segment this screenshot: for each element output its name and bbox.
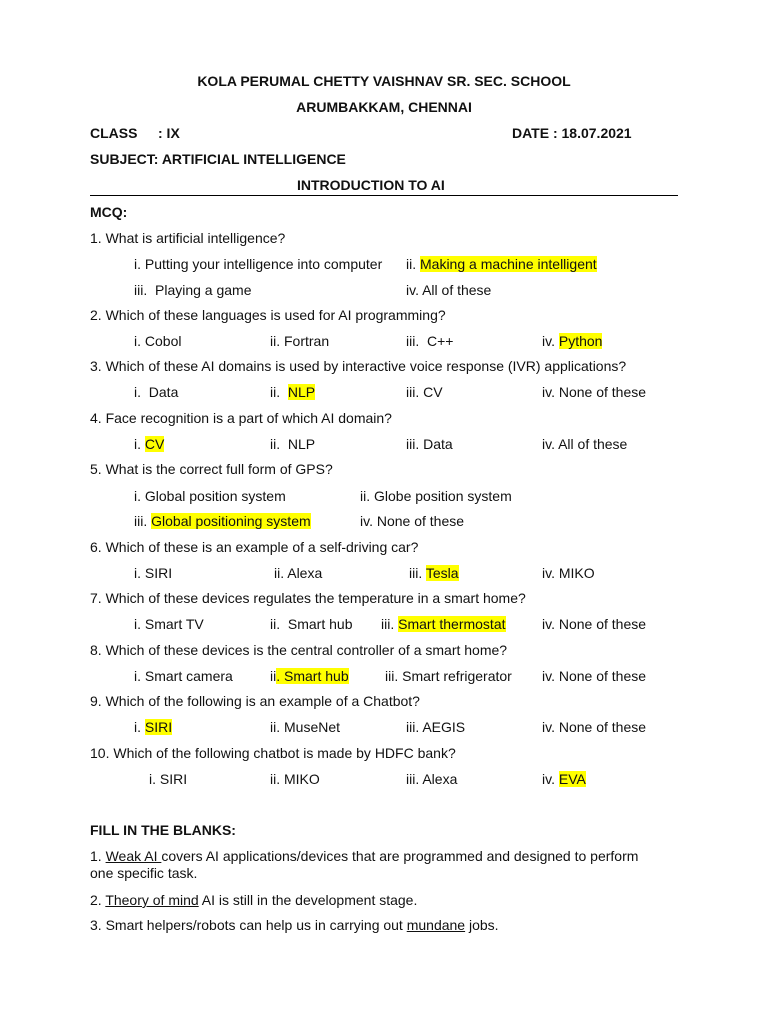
question-7-option: [381, 616, 506, 633]
question-10: 10. Which of the following chatbot is made by HDFC bank?: [90, 745, 456, 761]
question-1: 1. What is artificial intelligence?: [90, 230, 286, 246]
option-prefix: ii: [270, 668, 277, 684]
option-prefix: iv.: [542, 436, 559, 452]
question-2-option: [406, 333, 453, 350]
option-text: All of these: [422, 282, 492, 298]
question-6-option: [409, 565, 459, 582]
question-5-option: [360, 513, 464, 530]
option-prefix: i.: [134, 256, 145, 272]
option-text: None of these: [558, 384, 647, 400]
question-10-option: [270, 771, 320, 788]
question-1-option: [134, 256, 382, 273]
question-7-option: [134, 616, 204, 633]
question-10-option: [149, 771, 187, 788]
option-text: Playing a game: [155, 282, 252, 298]
question-6: 6. Which of these is an example of a self-driving car?: [90, 539, 419, 555]
option-prefix: ii.: [270, 333, 284, 349]
subject-line: SUBJECT: ARTIFICIAL INTELLIGENCE: [90, 151, 346, 167]
option-prefix: iii.: [409, 565, 426, 581]
question-2-option: [270, 333, 329, 350]
option-answer-highlighted: Global positioning system: [151, 513, 311, 529]
option-prefix: i.: [134, 384, 149, 400]
question-5-option: [360, 488, 512, 505]
question-7-option: [542, 616, 646, 633]
option-text: Fortran: [284, 333, 330, 349]
option-prefix: ii.: [274, 565, 288, 581]
option-text: NLP: [287, 436, 316, 452]
option-text: Alexa: [422, 771, 458, 787]
option-answer-highlighted: CV: [144, 436, 165, 452]
question-2-option: [542, 333, 602, 350]
date-value: 18.07.2021: [561, 125, 632, 141]
option-prefix: iii.: [381, 616, 399, 632]
option-prefix: ii.: [360, 488, 374, 504]
option-answer-highlighted: Making a machine intelligent: [420, 256, 597, 272]
fill-blank-text: 3. Smart helpers/robots can help us in carrying out: [90, 917, 407, 933]
fill-blank-text: jobs.: [465, 917, 499, 933]
option-prefix: iii.: [406, 719, 423, 735]
option-answer-highlighted: Smart thermostat: [398, 616, 506, 632]
option-text: None of these: [558, 616, 647, 632]
question-8: 8. Which of these devices is the central controller of a smart home?: [90, 642, 508, 658]
fill-blanks-heading: FILL IN THE BLANKS:: [90, 822, 236, 838]
option-prefix: iii.: [406, 771, 423, 787]
option-prefix: iv.: [542, 384, 559, 400]
option-text: Smart hub: [287, 616, 353, 632]
option-prefix: iv.: [542, 668, 559, 684]
question-9-option: [270, 719, 340, 736]
option-text: C++: [427, 333, 454, 349]
option-prefix: ii.: [270, 771, 284, 787]
question-8-option: [270, 668, 349, 685]
question-10-option: [542, 771, 586, 788]
fill-blank-answer: Weak AI: [105, 848, 162, 864]
option-prefix: iii.: [385, 668, 403, 684]
question-5-option: [134, 488, 286, 505]
fill-blank-item-1: [90, 848, 638, 865]
option-text: All of these: [558, 436, 628, 452]
option-text: Putting your intelligence into computer: [144, 256, 383, 272]
question-4: 4. Face recognition is a part of which AI domain?: [90, 410, 392, 426]
fill-blank-answer: Theory of mind: [105, 892, 199, 908]
fill-blank-item-3: [90, 917, 499, 934]
school-name: KOLA PERUMAL CHETTY VAISHNAV SR. SEC. SCHOOL: [197, 73, 571, 89]
title-divider: [90, 195, 678, 196]
option-prefix: i.: [134, 565, 145, 581]
fill-blank-item-1-cont: one specific task.: [90, 865, 198, 881]
option-prefix: i.: [149, 771, 160, 787]
fill-blank-text: covers AI applications/devices that are programmed and designed to perform: [161, 848, 639, 864]
option-text: Global position system: [144, 488, 286, 504]
option-answer-highlighted: Python: [558, 333, 603, 349]
option-text: SIRI: [144, 565, 173, 581]
fill-blank-item-2: [90, 892, 417, 909]
option-prefix: ii.: [270, 436, 288, 452]
option-text: MIKO: [558, 565, 595, 581]
option-prefix: ii.: [270, 719, 284, 735]
question-1-option: [406, 282, 491, 299]
question-1-option: [134, 282, 252, 299]
question-4-option: [134, 436, 164, 453]
date-row: [512, 125, 632, 142]
option-prefix: iii.: [406, 333, 427, 349]
option-text: Data: [423, 436, 453, 452]
option-prefix: iv.: [406, 282, 423, 298]
question-9: 9. Which of the following is an example of a Chatbot?: [90, 693, 420, 709]
option-prefix: ii.: [406, 256, 420, 272]
option-text: Smart TV: [144, 616, 204, 632]
question-3: 3. Which of these AI domains is used by interactive voice response (IVR) applications?: [90, 358, 627, 374]
option-text: None of these: [558, 719, 647, 735]
option-text: SIRI: [159, 771, 188, 787]
page-title: INTRODUCTION TO AI: [297, 177, 445, 193]
option-prefix: i.: [134, 436, 145, 452]
question-1-option: [406, 256, 597, 273]
option-answer-highlighted: Tesla: [425, 565, 459, 581]
option-answer-highlighted: SIRI: [144, 719, 173, 735]
option-prefix: iv.: [542, 565, 559, 581]
mcq-heading: MCQ:: [90, 204, 128, 220]
option-prefix: i.: [134, 719, 145, 735]
question-3-option: [270, 384, 315, 401]
question-7-option: [270, 616, 352, 633]
date-label: DATE :: [512, 125, 558, 141]
option-prefix: iii.: [134, 282, 155, 298]
option-prefix: i.: [134, 616, 145, 632]
question-10-option: [406, 771, 457, 788]
fill-blank-text: AI is still in the development stage.: [198, 892, 418, 908]
school-location: ARUMBAKKAM, CHENNAI: [296, 99, 472, 115]
class-value: : IX: [158, 125, 180, 141]
option-prefix: iv.: [542, 719, 559, 735]
question-3-option: [406, 384, 443, 401]
class-label: CLASS: [90, 125, 138, 141]
option-prefix: ii.: [270, 616, 288, 632]
option-prefix: iv.: [360, 513, 377, 529]
question-8-option: [134, 668, 233, 685]
option-text: Data: [148, 384, 179, 400]
option-text: MIKO: [284, 771, 320, 787]
option-prefix: iii.: [406, 436, 424, 452]
question-9-option: [134, 719, 172, 736]
option-prefix: iv.: [542, 771, 559, 787]
question-4-option: [270, 436, 315, 453]
option-prefix: i.: [134, 333, 145, 349]
fill-blank-number: 1.: [90, 848, 106, 864]
fill-blank-answer: mundane: [406, 917, 466, 933]
question-4-option: [406, 436, 453, 453]
option-prefix: iv.: [542, 616, 559, 632]
question-6-option: [134, 565, 172, 582]
option-text: Smart refrigerator: [402, 668, 512, 684]
option-answer-highlighted: . Smart hub: [276, 668, 349, 684]
option-text: None of these: [376, 513, 465, 529]
option-text: CV: [423, 384, 443, 400]
question-2: 2. Which of these languages is used for AI programming?: [90, 307, 446, 323]
question-7: 7. Which of these devices regulates the temperature in a smart home?: [90, 590, 526, 606]
question-3-option: [542, 384, 646, 401]
option-prefix: iv.: [542, 333, 559, 349]
option-answer-highlighted: EVA: [558, 771, 586, 787]
option-prefix: ii.: [270, 384, 288, 400]
question-4-option: [542, 436, 627, 453]
question-8-option: [542, 668, 646, 685]
question-5-option: [134, 513, 311, 530]
option-answer-highlighted: NLP: [287, 384, 316, 400]
option-text: Cobol: [144, 333, 182, 349]
question-9-option: [542, 719, 646, 736]
option-prefix: i.: [134, 488, 145, 504]
option-text: AEGIS: [422, 719, 466, 735]
question-8-option: [385, 668, 512, 685]
question-9-option: [406, 719, 465, 736]
option-text: Smart camera: [144, 668, 233, 684]
question-6-option: [542, 565, 595, 582]
question-2-option: [134, 333, 181, 350]
option-text: Globe position system: [374, 488, 512, 504]
question-5: 5. What is the correct full form of GPS?: [90, 461, 333, 477]
option-prefix: iii.: [406, 384, 424, 400]
option-prefix: iii.: [134, 513, 152, 529]
option-text: MuseNet: [284, 719, 341, 735]
question-6-option: [274, 565, 322, 582]
option-prefix: i.: [134, 668, 145, 684]
question-3-option: [134, 384, 178, 401]
option-text: Alexa: [287, 565, 323, 581]
fill-blank-number: 2.: [90, 892, 106, 908]
option-text: None of these: [558, 668, 647, 684]
